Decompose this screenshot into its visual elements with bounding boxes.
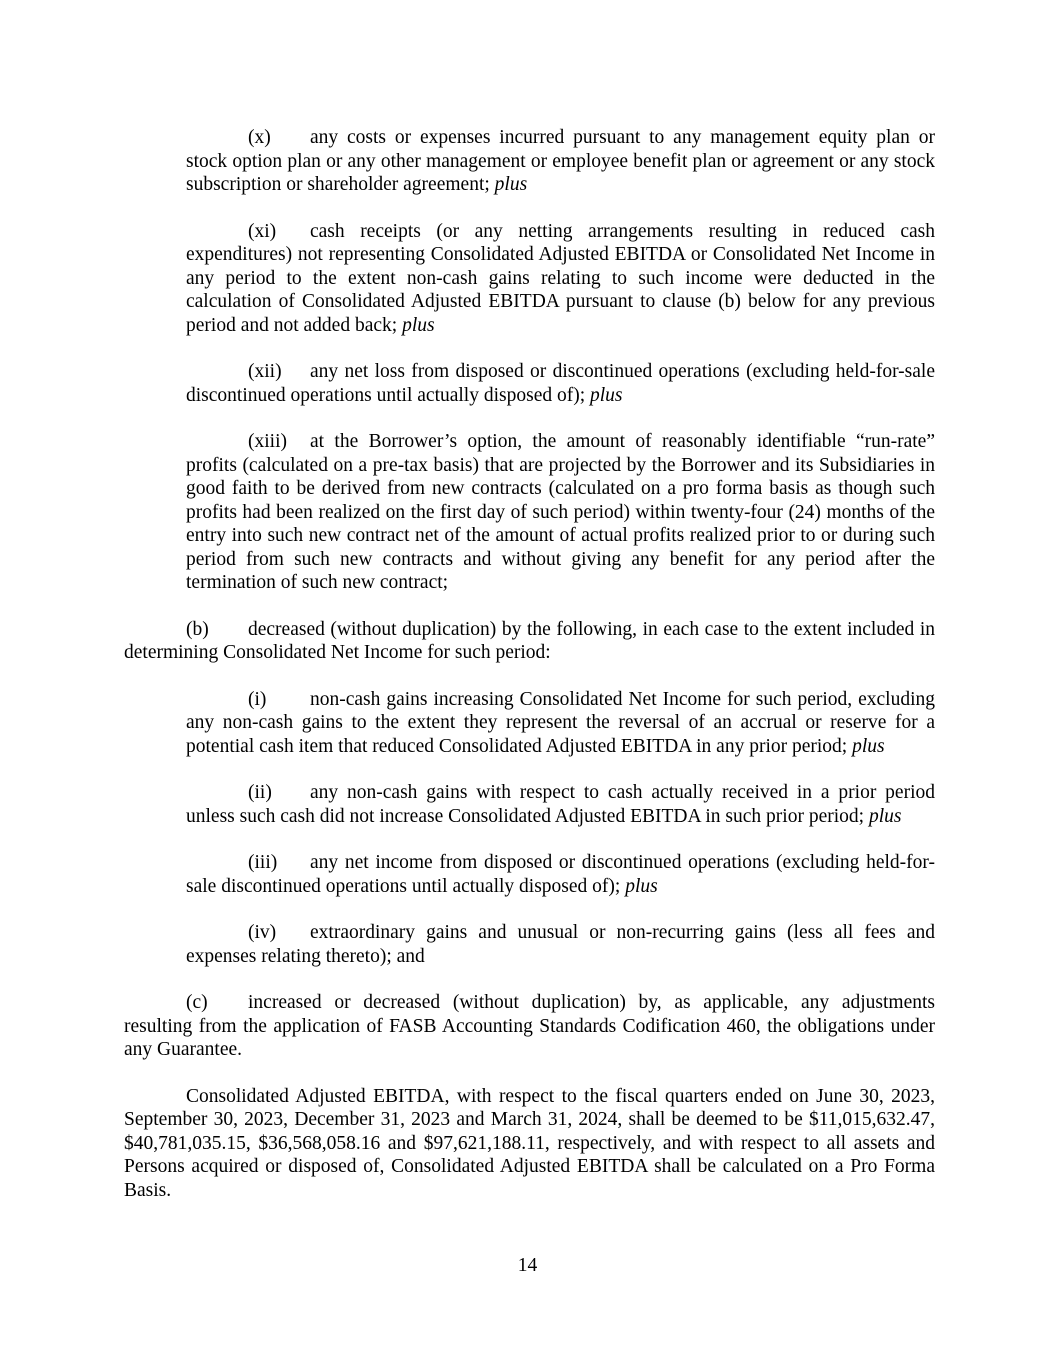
clause-label: (b) bbox=[186, 618, 209, 640]
clause-paragraph-iii: (iii) any net income from disposed or discontinued operations (excluding held-for-sale discontinued operations until actually disposed of); plus bbox=[186, 852, 935, 897]
italic-term: plus bbox=[494, 174, 528, 195]
clause-paragraph-xii: (xii) any net loss from disposed or discontinued operations (excluding held-for-sale discontinued operations until actually disposed of); plus bbox=[186, 361, 935, 406]
clause-label: (xi) bbox=[248, 220, 277, 242]
clause-label: (iii) bbox=[248, 852, 278, 873]
italic-term: plus bbox=[590, 384, 623, 406]
clause-paragraph-ii: (ii) any non-cash gains with respect to cash actually received in a prior period unless such cash did not increase Consolidated Adjusted EBITDA in such prior period; plus bbox=[186, 782, 935, 827]
clause-label: (x) bbox=[248, 127, 271, 148]
clause-label: (iv) bbox=[248, 922, 277, 943]
italic-term: plus bbox=[402, 314, 435, 336]
clause-paragraph-xiii: (xiii) at the Borrower’s option, the amount of reasonably identifiable “run-rate” profits (calculated on a pre-tax basis) that are projected by the Borrower and its Subsidiaries in good faith to be derived from new contracts (calculated on a pro forma basis as though such profits had been realized on the first day of such period) within twenty-four (24) months of the entry into such new contract net of the amount of actual profits realized prior to or during such period from such new contracts and without giving any benefit for any period after the termination of such new contract; bbox=[186, 431, 935, 593]
clause-label: (ii) bbox=[248, 782, 272, 803]
clause-paragraph-x: (x) any costs or expenses incurred pursuant to any management equity plan or stock option plan or any other management or employee benefit plan or agreement or any stock subscription or shareholder agreement; plus bbox=[186, 127, 935, 195]
clause-paragraph-c: (c) increased or decreased (without duplication) by, as applicable, any adjustments resulting from the application of FASB Accounting Standards Codification 460, the obligations under any Guarantee. bbox=[124, 992, 935, 1060]
clause-paragraph-i: (i) non-cash gains increasing Consolidated Net Income for such period, excluding any non-cash gains to the extent they represent the reversal of an accrual or reserve for a potential cash item that reduced Consolidated Adjusted EBITDA in any prior period; plus bbox=[186, 688, 935, 757]
clause-paragraph-xi: (xi) cash receipts (or any netting arrangements resulting in reduced cash expenditures) not representing Consolidated Adjusted EBITDA or Consolidated Net Income in any period to the extent non-cash gains relating to such income were deducted in the calculation of Consolidated Adjusted EBITDA pursuant to clause (b) below for any previous period and not added back; plus bbox=[186, 220, 935, 336]
clause-label: (xii) bbox=[248, 361, 282, 382]
document-body bbox=[124, 126, 935, 1225]
italic-term: plus bbox=[868, 805, 902, 827]
clause-label: (c) bbox=[186, 992, 208, 1013]
page-number: 14 bbox=[517, 1255, 538, 1276]
italic-term: plus bbox=[852, 735, 885, 757]
italic-term: plus bbox=[625, 875, 658, 897]
clause-label: (i) bbox=[248, 688, 267, 710]
clause-label: (xiii) bbox=[248, 431, 287, 452]
clause-paragraph-b: (b) decreased (without duplication) by the following, in each case to the extent included in determining Consolidated Net Income for such period: bbox=[124, 618, 935, 663]
clause-paragraph-iv: (iv) extraordinary gains and unusual or non-recurring gains (less all fees and expenses relating thereto); and bbox=[186, 922, 935, 967]
body-paragraph: Consolidated Adjusted EBITDA, with respect to the fiscal quarters ended on June 30, 2023, September 30, 2023, December 31, 2023 and March 31, 2024, shall be deemed to be $11,015,632.47, $40,781,035.15, $36,568,058.16 and $97,621,188.11, respectively, and with respect to all assets and Persons acquired or disposed of, Consolidated Adjusted EBITDA shall be calculated on a Pro Forma Basis. bbox=[124, 1085, 935, 1201]
